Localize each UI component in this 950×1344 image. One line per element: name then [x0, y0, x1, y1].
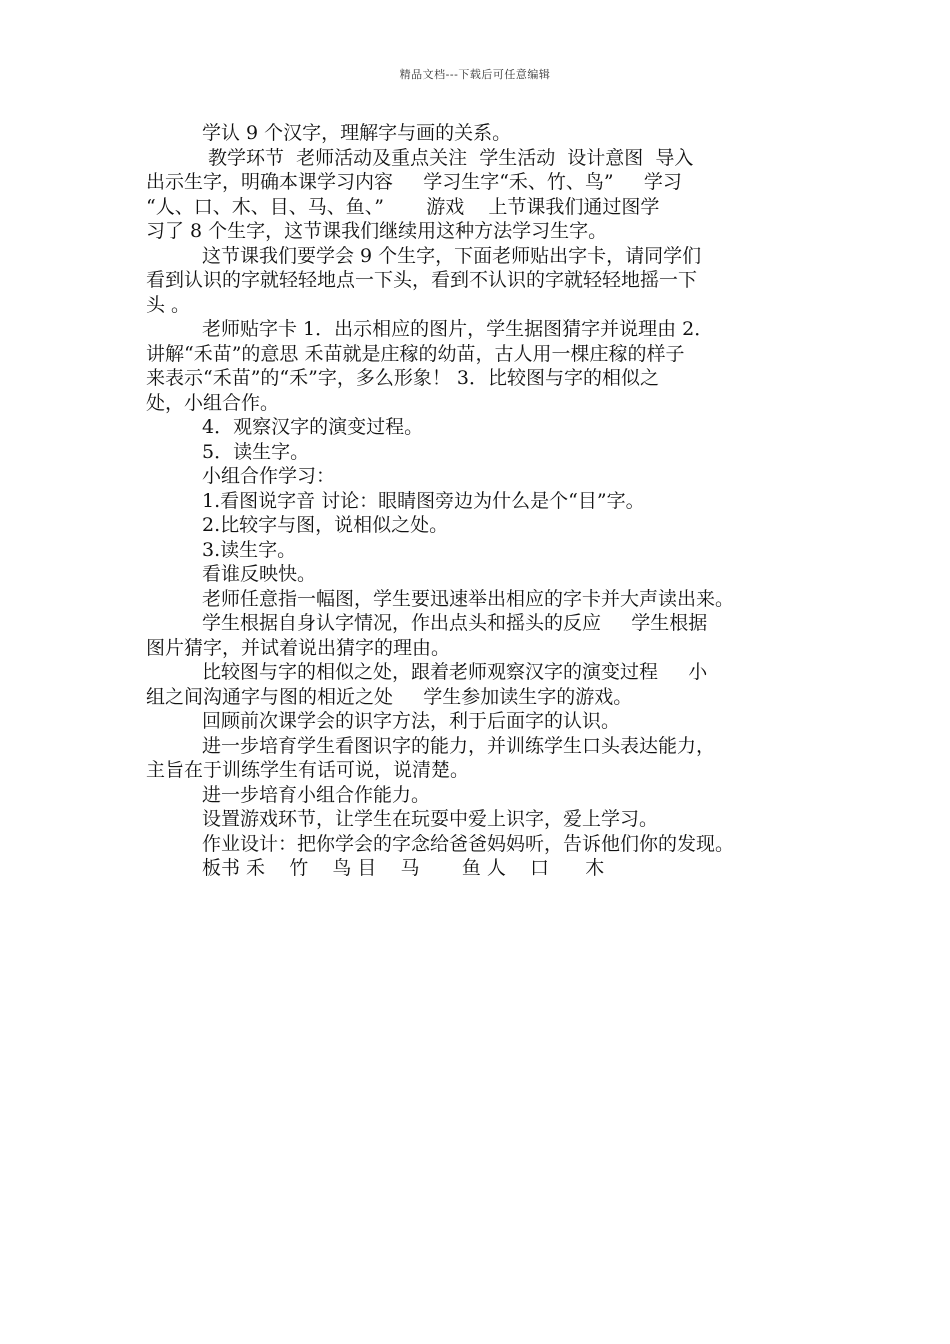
paragraph-line: 进一步培育小组合作能力。 — [202, 783, 431, 806]
paragraph-line: 回顾前次课学会的识字方法，利于后面字的认识。 — [202, 710, 621, 732]
paragraph-line: 头 。 — [146, 293, 191, 316]
paragraph-line: 设置游戏环节，让学生在玩耍中爱上识字，爱上学习。 — [202, 808, 659, 830]
paragraph-line: 处，小组合作。 — [146, 391, 280, 414]
paragraph-line: 看到认识的字就轻轻地点一下头，看到不认识的字就轻轻地摇一下 — [146, 269, 698, 291]
paragraph-line: 作业设计：把你学会的字念给爸爸妈妈听，告诉他们你的发现。 — [202, 832, 735, 855]
paragraph-line: 习了 8 个生字，这节课我们继续用这种方法学习生字。 — [146, 220, 608, 242]
paragraph-line: 看谁反映快。 — [202, 563, 317, 585]
paragraph-line: 小组合作学习： — [202, 465, 336, 487]
paragraph-line: 5．读生字。 — [202, 440, 310, 463]
paragraph-line: 3.读生字。 — [202, 538, 297, 561]
document-body — [146, 121, 816, 881]
paragraph-line: “人、口、木、目、马、鱼、” 游戏 上节课我们通过图学 — [146, 195, 660, 218]
paragraph-line: 教学环节 老师活动及重点关注 学生活动 设计意图 导入 — [202, 146, 694, 169]
paragraph-line: 4．观察汉字的演变过程。 — [202, 416, 424, 438]
paragraph-line: 1.看图说字音 讨论：眼睛图旁边为什么是个“目”字。 — [202, 489, 645, 512]
page-header: 精品文档---下载后可任意编辑 — [399, 68, 551, 81]
paragraph-line: 组之间沟通字与图的相近之处 学生参加读生字的游戏。 — [146, 685, 633, 708]
paragraph-line: 出示生字，明确本课学习内容 学习生字“禾、竹、鸟” 学习 — [146, 171, 682, 193]
paragraph-line: 来表示“禾苗”的“禾”字，多么形象！ 3．比较图与字的相似之 — [146, 367, 659, 389]
paragraph-line: 这节课我们要学会 9 个生字，下面老师贴出字卡，请同学们 — [202, 244, 702, 267]
paragraph-line: 讲解“禾苗”的意思 禾苗就是庄稼的幼苗，古人用一棵庄稼的样子 — [146, 342, 685, 365]
paragraph-line: 进一步培育学生看图识字的能力，并训练学生口头表达能力， — [202, 734, 716, 757]
paragraph-line: 主旨在于训练学生有话可说，说清楚。 — [146, 759, 470, 781]
paragraph-line: 学生根据自身认字情况，作出点头和摇头的反应 学生根据 — [202, 612, 708, 634]
board-writing-line: 板书 禾 竹 鸟 目 马 鱼 人 口 木 — [202, 857, 605, 879]
paragraph-line: 学认 9 个汉字，理解字与画的关系。 — [202, 122, 512, 144]
paragraph-line: 老师贴字卡 1．出示相应的图片，学生据图猜字并说理由 2． — [202, 318, 714, 340]
paragraph-line: 图片猜字，并试着说出猜字的理由。 — [146, 636, 451, 659]
paragraph-line: 老师任意指一幅图，学生要迅速举出相应的字卡并大声读出来。 — [202, 587, 735, 610]
paragraph-line: 比较图与字的相似之处，跟着老师观察汉字的演变过程 小 — [202, 661, 708, 683]
paragraph-line: 2.比较字与图，说相似之处。 — [202, 514, 449, 536]
